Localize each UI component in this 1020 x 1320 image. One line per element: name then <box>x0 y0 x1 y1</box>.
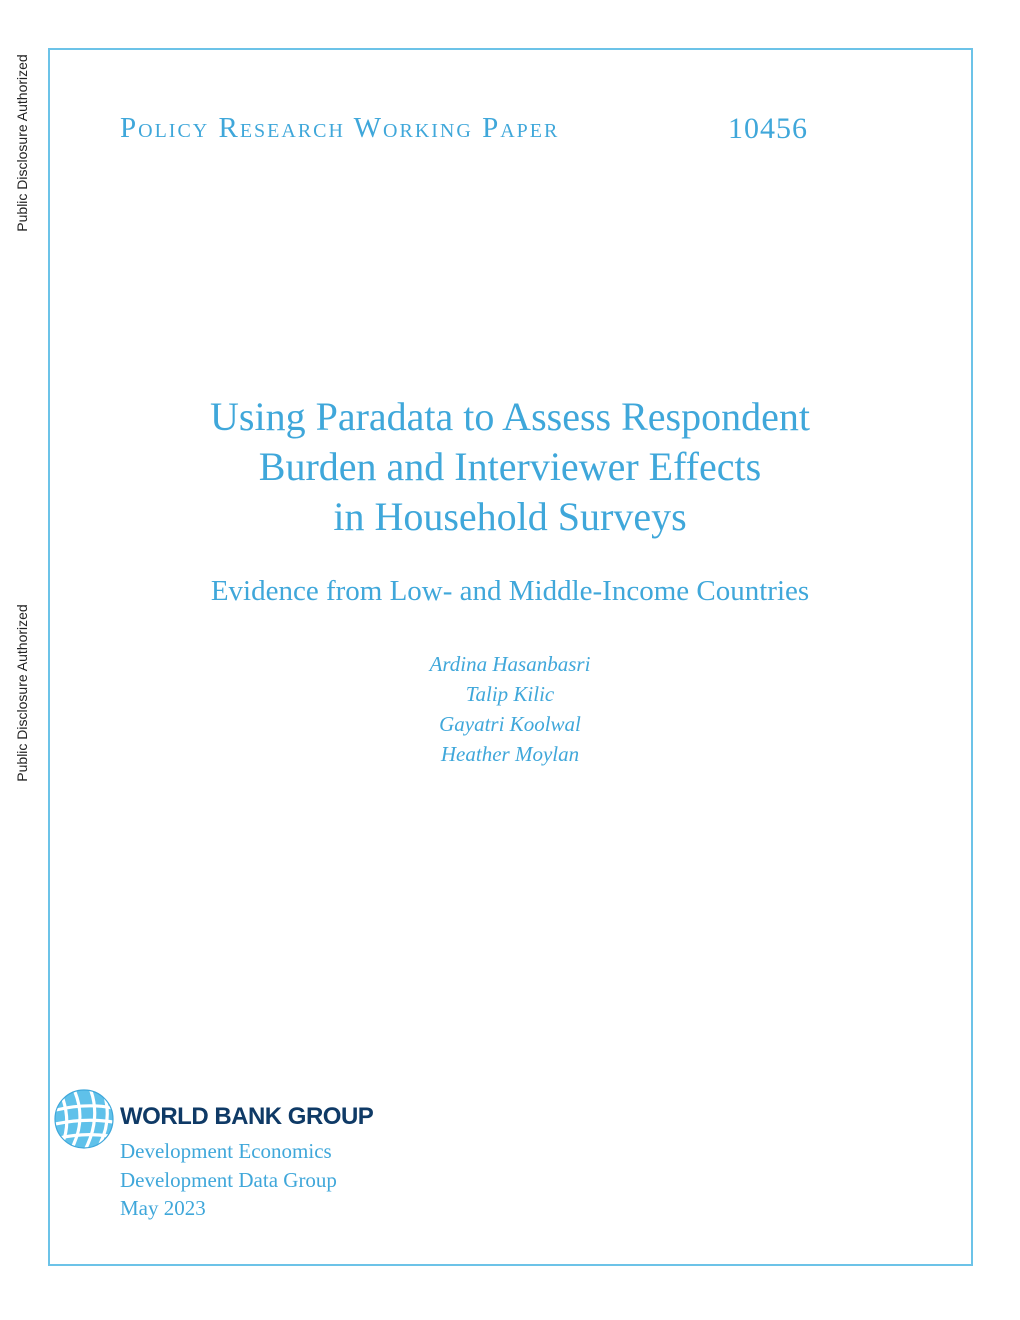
footer-block <box>120 1137 337 1223</box>
title-line: Burden and Interviewer Effects <box>258 444 762 489</box>
footer-date: May 2023 <box>120 1196 206 1220</box>
disclosure-label-bottom-text: Public Disclosure Authorized <box>14 604 30 782</box>
title-line: in Household Surveys <box>333 494 687 539</box>
author-name: Talip Kilic <box>465 682 555 706</box>
author-list <box>60 649 960 769</box>
disclosure-label-top-text: Public Disclosure Authorized <box>14 54 30 232</box>
series-name: Policy Research Working Paper <box>120 112 560 144</box>
title-line: Using Paradata to Assess Respondent <box>210 394 810 439</box>
author-name: Heather Moylan <box>440 742 580 766</box>
footer-department: Development Economics <box>120 1139 332 1163</box>
footer-group: Development Data Group <box>120 1167 337 1192</box>
world-bank-globe-icon <box>53 1088 115 1150</box>
organization-name: WORLD BANK GROUP <box>120 1103 374 1130</box>
paper-subtitle: Evidence from Low- and Middle-Income Countries <box>210 575 810 607</box>
paper-title <box>60 392 960 542</box>
author-name: Ardina Hasanbasri <box>429 652 591 676</box>
author-name: Gayatri Koolwal <box>439 712 581 736</box>
paper-number: 10456 <box>728 112 808 145</box>
